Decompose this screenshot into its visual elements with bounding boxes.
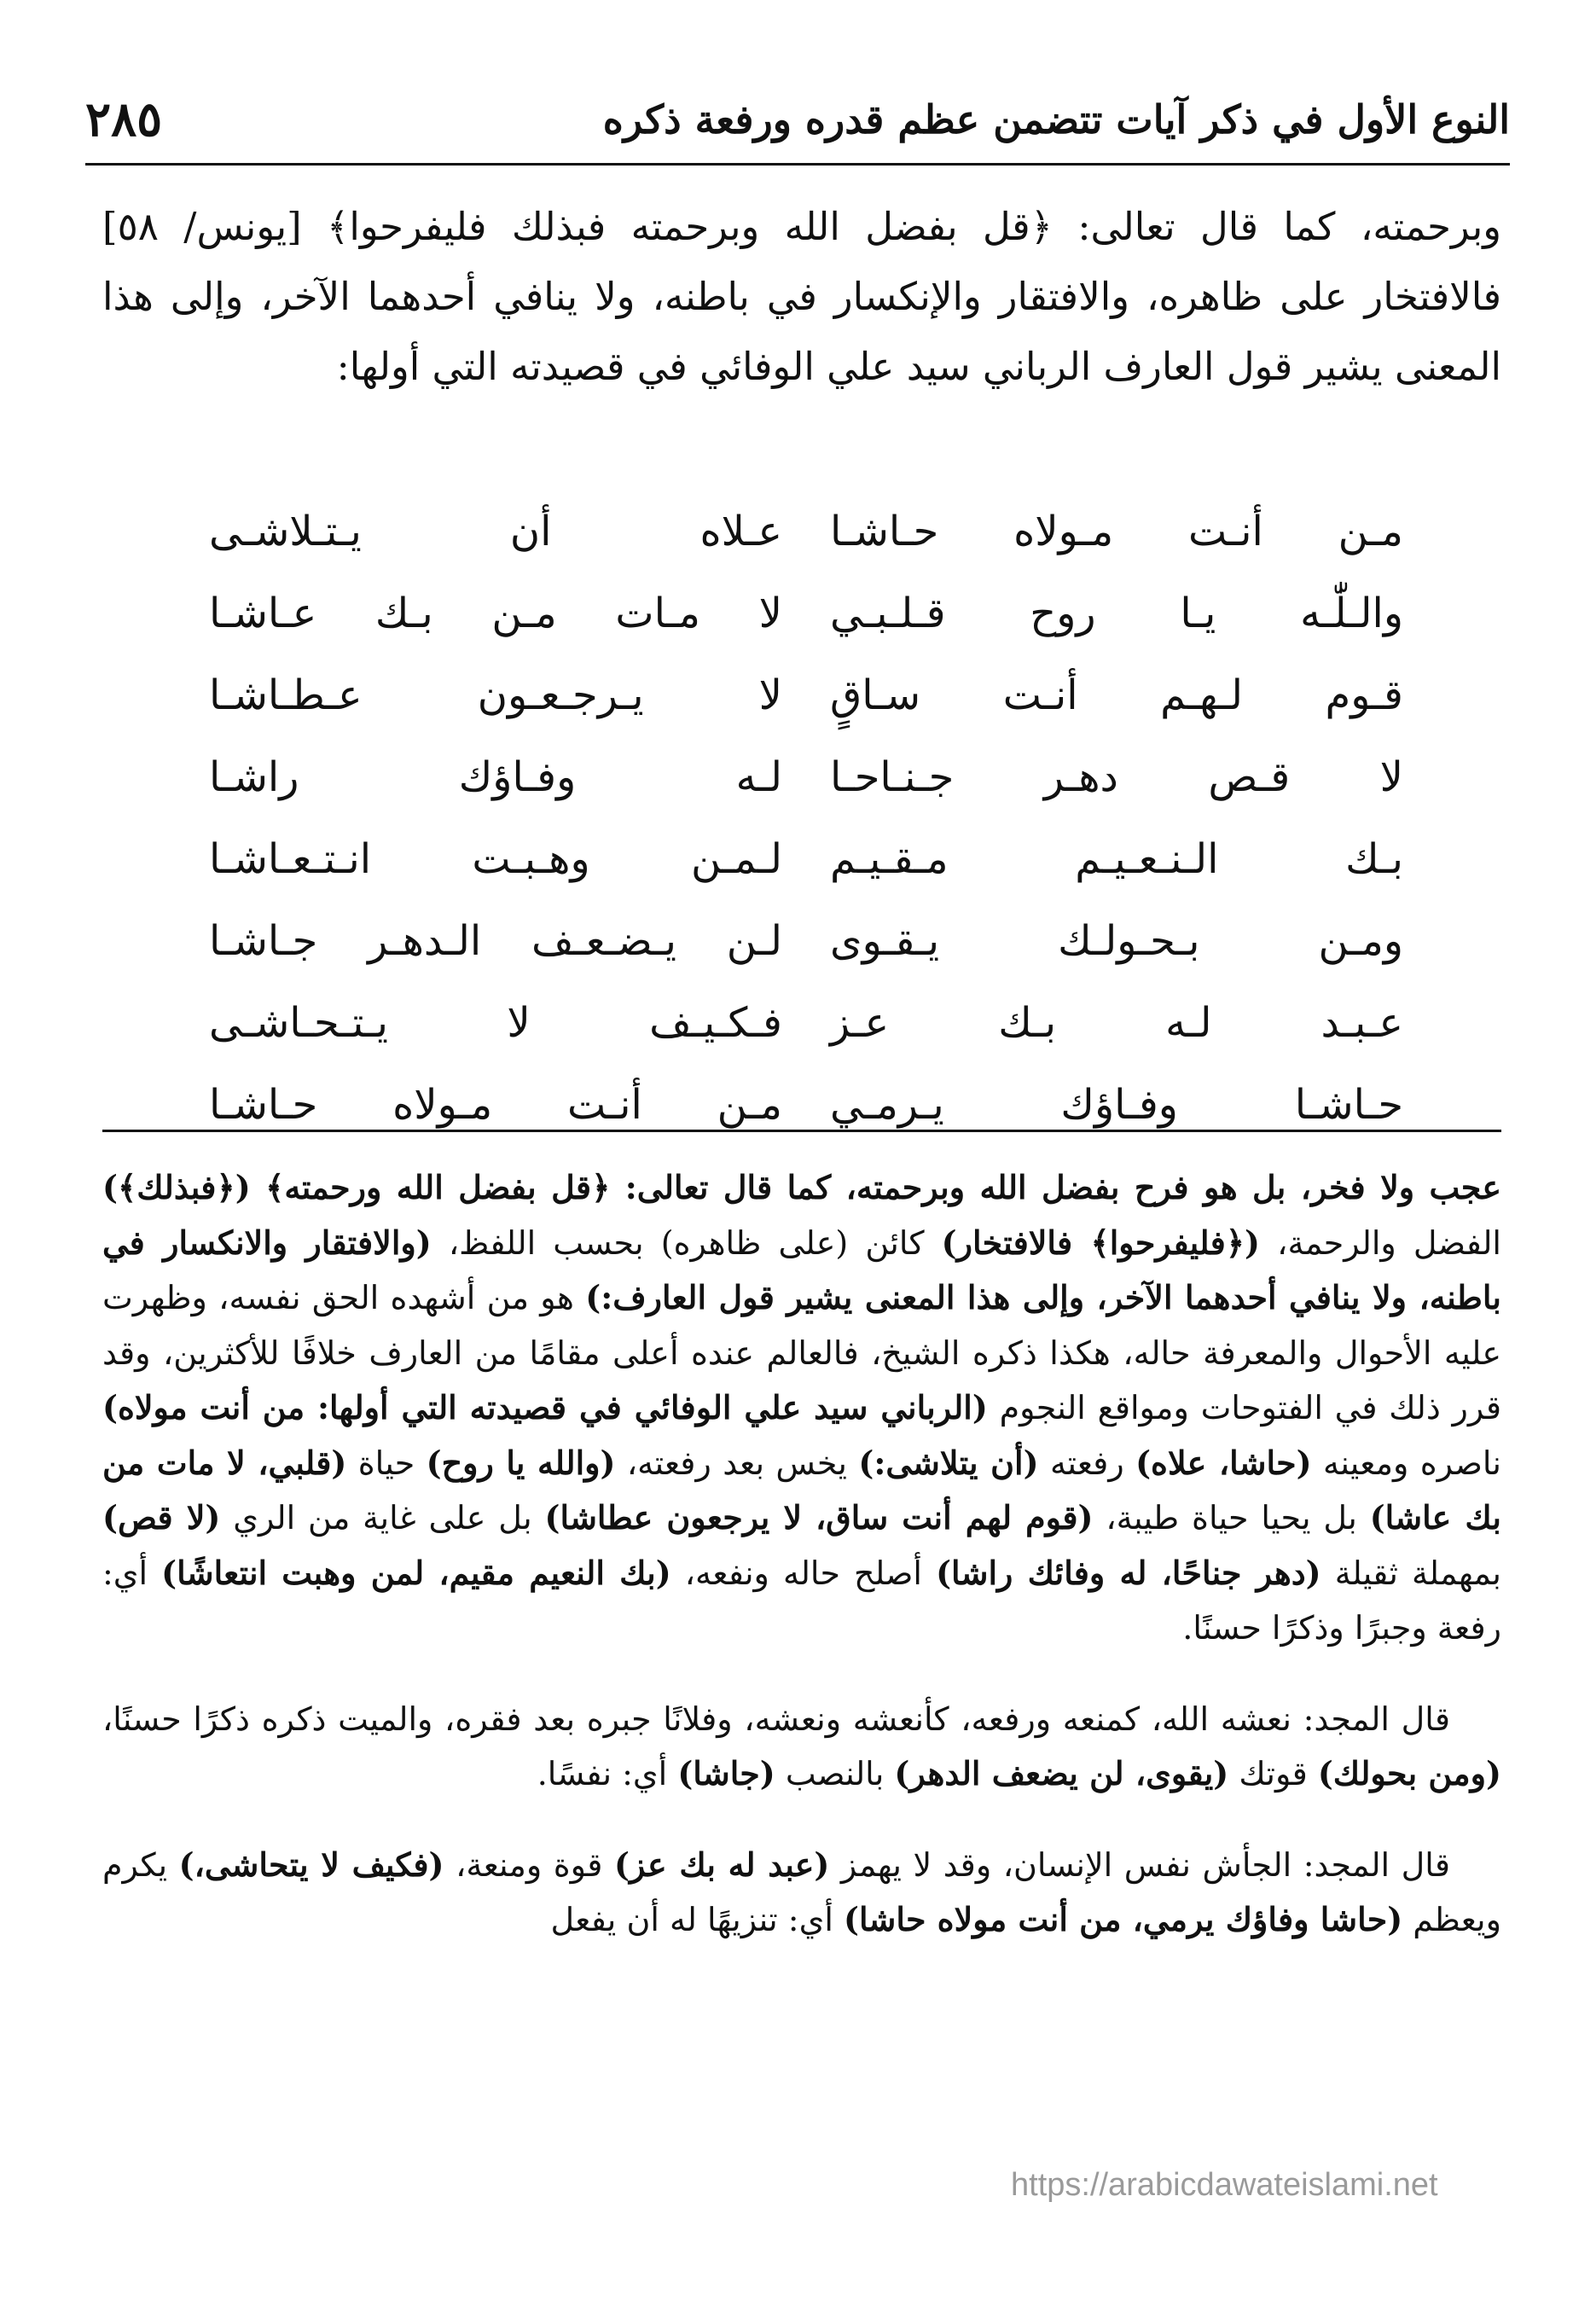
verse-2-first-hemistich: والـلّٰـه يـا روح قـلـبـي [830,590,1403,637]
commentary-segment: بل يحيا حياة طيبة، [1093,1499,1370,1537]
commentary-segment: أي: نفسًا. [537,1755,678,1792]
verse-2 [209,572,1403,654]
verse-5-second-hemistich: لـمـن وهـبـت انـتـعـاشـا [209,835,782,883]
verse-8-second-hemistich: مـن أنـت مـولاه حـاشـا [209,1081,782,1129]
commentary-segment: أي: رفعة وجبرًا وذكرًا حسنًا. [102,1554,1501,1647]
commentary-segment: يكرم ويعظم [102,1845,1501,1938]
verse-6 [209,900,1403,982]
commentary-segment: قال المجد: الجأش نفس الإنسان، وقد لا يهمز [829,1845,1450,1884]
verse-5-first-hemistich: بـك الـنـعـيـم مـقـيـم [830,835,1403,883]
footnote-divider [102,1130,1501,1132]
commentary-quoted-segment: (الرباني سيد علي الوفائي في قصيدته التي أولها: من أنت مولاه) [102,1388,988,1426]
commentary-quoted-segment: (دهر جناحًا، له وفائك راشا) [936,1553,1321,1592]
commentary-quoted-segment: (بك النعيم مقيم، لمن وهبت انتعاشًا) [161,1553,671,1592]
verse-8-first-hemistich: حـاشـا وفـاؤك يـرمـي [830,1081,1403,1129]
verse-3 [209,654,1403,736]
verse-7 [209,982,1403,1064]
commentary-segment: كائن [848,1223,942,1262]
verse-6-first-hemistich: ومـن بـحـولـك يـقـوى [830,917,1403,965]
commentary-quoted-segment: (فكيف لا يتحاشى،) [178,1845,444,1884]
verse-7-first-hemistich: عـبـد لـه بـك عـز [830,999,1403,1047]
commentary-segment: حياة [346,1444,427,1482]
commentary-quoted-segment: (حاشا، علاه) [1135,1443,1312,1482]
commentary-segment: قال المجد: نعشه الله، كمنعه ورفعه، كأنعشه ونعشه، وفلانًا جبره بعد فقره، والميت ذكره ذكرًا حسنًا، [102,1699,1450,1738]
verse-2-second-hemistich: لا مـات مـن بـك عـاشـا [209,590,782,637]
commentary-segment: بالنصب [775,1755,895,1792]
verse-5 [209,818,1403,900]
commentary-segment: أي: تنزيهًا له أن يفعل [550,1901,844,1938]
commentary-quoted-segment: (ومن بحولك) [1317,1754,1501,1792]
commentary-quoted-segment: (أن يتلاشى:) [858,1443,1039,1482]
verse-7-second-hemistich: فـكـيـف لا يـتـحـاشـى [209,999,782,1047]
commentary-segment: قوتك [1228,1755,1318,1792]
commentary-quoted-segment: (﴿فليفرحوا﴾ فالافتخار) [941,1223,1261,1262]
header-title: النوع الأول في ذكر آيات تتضمن عظم قدره ورفعة ذكره [602,96,1510,142]
verse-4-first-hemistich: لا قـص دهـر جـنـاحـا [830,753,1403,801]
verse-3-first-hemistich: قـوم لـهـم أنـت سـاقٍ [830,671,1403,719]
commentary-segment: رفعته [1038,1444,1136,1482]
commentary-segment: بمهملة ثقيلة [1321,1554,1502,1592]
commentary-quoted-segment: (عبد له بك عز) [614,1845,830,1884]
commentary-segment: بل على غاية من الري [220,1499,545,1537]
page-number: ٢٨٥ [85,91,163,148]
commentary-segment: أصلح حاله ونفعه، [670,1554,937,1592]
verse-4-second-hemistich: لـه وفـاؤك راشـا [209,753,782,801]
commentary-paragraph-2 [102,1692,1501,1802]
commentary-quoted-segment: (قلبي، لا مات من بك عاشا) [102,1443,1501,1537]
verse-6-second-hemistich: لـن يـضـعـف الـدهـر جـاشـا [209,917,782,965]
commentary-paragraph-3 [102,1838,1501,1948]
poem [209,491,1403,1146]
commentary [102,1160,1501,1948]
watermark: https://arabicdawateislami.net [1011,2167,1438,2203]
commentary-quoted-segment: (والافتقار والانكسار في باطنه، ولا ينافي أحدهما الآخر، وإلى هذا المعنى يشير قول العارف:) [102,1223,1501,1316]
running-header [85,90,1510,166]
commentary-quoted-segment: عجب ولا فخر، بل هو فرح بفضل الله وبرحمته، كما قال تعالى: ﴿قل بفضل الله ورحمته﴾ (﴿فبذلك﴾) [102,1168,1501,1206]
commentary-segment: ناصره ومعينه [1311,1444,1501,1482]
verse-1-first-hemistich: مـن أنـت مـولاه حـاشـا [830,508,1403,555]
verse-1-second-hemistich: عـلاه أن يـتـلاشـى [209,508,782,555]
commentary-segment: الفضل والرحمة، [1260,1223,1501,1262]
commentary-segment: (على ظاهره) [660,1223,849,1262]
verse-4 [209,736,1403,818]
commentary-quoted-segment: (حاشا وفاؤك يرمي، من أنت مولاه حاشا) [843,1900,1403,1938]
main-text [102,192,1501,402]
verse-8 [209,1064,1403,1146]
verse-1 [209,491,1403,572]
commentary-segment: هو من أشهده الحق نفسه، وظهرت عليه الأحوال والمعرفة حاله، هكذا ذكره الشيخ، فالعالم عنده أعلى مقامًا من العارف خلافًا للأكثرين، وقد قرر ذلك في الفتوحات ومواقع النجوم [102,1279,1501,1426]
commentary-quoted-segment: (قوم لهم أنت ساق، لا يرجعون عطاشا) [544,1498,1094,1537]
commentary-segment: قوة ومنعة، [444,1845,615,1884]
commentary-quoted-segment: (يقوى، لن يضعف الدهر) [894,1754,1229,1792]
commentary-segment: بحسب اللفظ، [431,1223,661,1262]
verse-3-second-hemistich: لا يـرجـعـون عـطـاشـا [209,671,782,719]
commentary-segment: يخس بعد رفعته، [615,1444,859,1482]
commentary-quoted-segment: (لا قص) [102,1498,221,1537]
commentary-quoted-segment: (والله يا روح) [426,1443,616,1482]
commentary-paragraph-1 [102,1160,1501,1656]
commentary-quoted-segment: (جاشا) [677,1754,775,1792]
main-paragraph: وبرحمته، كما قال تعالى: ﴿قل بفضل الله وبرحمته فبذلك فليفرحوا﴾ [يونس/ ٥٨] فالافتخار على ظاهره، والافتقار والإنكسار في باطنه، ولا ينافي أحدهما الآخر، وإلى هذا المعنى يشير قول العارف الرباني سيد علي الوفائي في قصيدته التي أولها: [102,204,1501,389]
